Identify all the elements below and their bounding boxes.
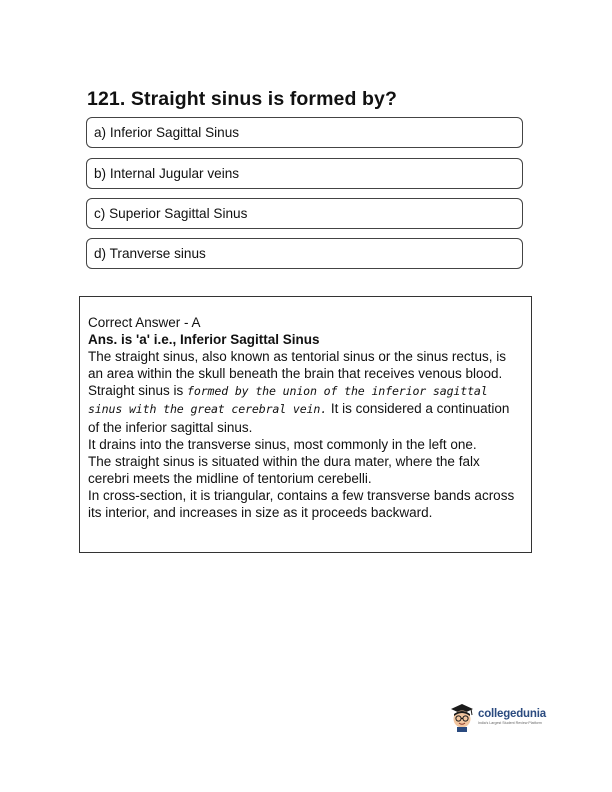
explanation-paragraph-5: In cross-section, it is triangular, contains a few transverse bands across its interior, and increases in size as it proceeds backward. — [88, 487, 515, 521]
paragraph-2-suffix: It is considered a continuation of the inferior sagittal sinus. — [88, 401, 510, 435]
option-c[interactable]: c) Superior Sagittal Sinus — [86, 198, 523, 229]
explanation-paragraph-3: It drains into the transverse sinus, most commonly in the left one. — [88, 436, 477, 452]
mascot-icon — [449, 702, 475, 732]
paragraph-2-emphasis: formed by the union of the inferior sagittal sinus with the great cerebral vein. — [88, 384, 488, 417]
explanation-paragraph-4: The straight sinus is situated within the dura mater, where the falx cerebri meets the midline of tentorium cerebelli. — [88, 453, 480, 486]
explanation-paragraph-1: The straight sinus, also known as tentorial sinus or the sinus rectus, is an area within the skull beneath the brain that receives venous blood. — [88, 349, 506, 382]
logo-tagline: India's Largest Student Review Platform — [478, 721, 542, 725]
question-title: 121. Straight sinus is formed by? — [87, 88, 397, 110]
explanation-paragraph-2 — [88, 382, 523, 435]
answer-statement: Ans. is 'a' i.e., Inferior Sagittal Sinus — [88, 332, 320, 348]
correct-answer-line: Correct Answer - A — [88, 315, 201, 330]
option-d[interactable]: d) Tranverse sinus — [86, 238, 523, 269]
option-b[interactable]: b) Internal Jugular veins — [86, 158, 523, 189]
paragraph-2-prefix: Straight sinus is — [88, 383, 188, 399]
logo-wordmark: collegedunia — [478, 708, 546, 720]
collegedunia-logo — [449, 700, 549, 734]
answer-explanation-box — [79, 296, 532, 553]
option-a[interactable]: a) Inferior Sagittal Sinus — [86, 117, 523, 148]
